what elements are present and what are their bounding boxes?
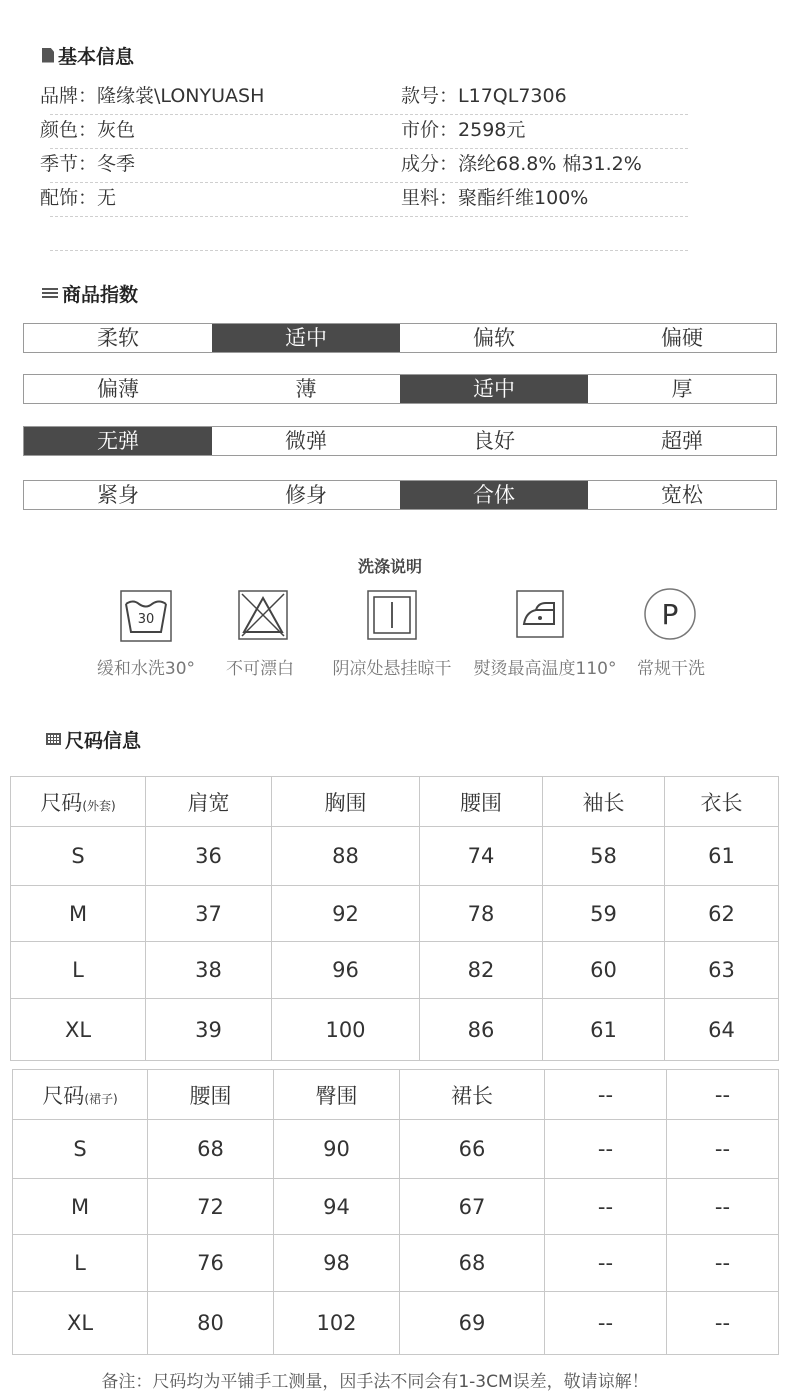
table-cell: -- [545, 1120, 667, 1179]
table-cell: 61 [665, 827, 779, 886]
table-cell: 63 [665, 942, 779, 999]
list-icon [42, 287, 58, 299]
index-row-fit [23, 480, 777, 510]
table-header-row [13, 1070, 779, 1120]
column-header: 衣长 [665, 777, 779, 827]
info-style-no: 款号：L17QL7306 [401, 85, 567, 107]
column-header: 腰围 [420, 777, 543, 827]
info-brand: 品牌：隆缘裳\LONYUASH [40, 85, 265, 107]
table-cell: -- [545, 1179, 667, 1235]
index-option: 修身 [285, 483, 327, 507]
column-header: 袖长 [543, 777, 665, 827]
table-cell: M [13, 1179, 148, 1235]
basic-info-title: 基本信息 [58, 45, 135, 68]
table-cell: 90 [274, 1120, 400, 1179]
index-option-selected: 合体 [400, 481, 588, 509]
table-cell: 68 [148, 1120, 274, 1179]
care-label: 缓和水洗30° [96, 659, 196, 679]
divider [50, 114, 688, 115]
table-cell: 92 [272, 886, 420, 942]
size-title: 尺码信息 [65, 729, 142, 752]
table-icon [46, 733, 61, 745]
divider [50, 250, 688, 251]
index-option: 宽松 [661, 483, 703, 507]
table-cell: 59 [543, 886, 665, 942]
table-cell: 78 [420, 886, 543, 942]
size-header [46, 727, 141, 751]
table-cell: XL [13, 1292, 148, 1355]
table-cell: -- [667, 1235, 779, 1292]
skirt-size-table [12, 1069, 779, 1355]
size-note: 备注：尺码均为平铺手工测量，因手法不同会有1-3CM误差，敬请谅解！ [101, 1372, 649, 1392]
divider [50, 182, 688, 183]
wash-30-icon [120, 590, 172, 642]
table-row [11, 827, 779, 886]
dry-clean-icon [643, 587, 697, 641]
table-row [13, 1120, 779, 1179]
care-label: 熨烫最高温度110° [473, 659, 617, 679]
divider [50, 148, 688, 149]
table-cell: 68 [400, 1235, 545, 1292]
table-cell: 96 [272, 942, 420, 999]
table-cell: 88 [272, 827, 420, 886]
table-cell: 67 [400, 1179, 545, 1235]
coat-size-table [10, 776, 779, 1061]
table-cell: 37 [146, 886, 272, 942]
wash-temp-text: 30 [137, 612, 155, 627]
table-cell: 86 [420, 999, 543, 1061]
info-accessory: 配饰：无 [40, 187, 117, 209]
table-cell: 38 [146, 942, 272, 999]
index-option: 良好 [473, 429, 515, 453]
table-cell: 36 [146, 827, 272, 886]
index-option-selected: 适中 [400, 375, 588, 403]
table-header-row [11, 777, 779, 827]
table-cell: -- [545, 1235, 667, 1292]
info-season: 季节：冬季 [40, 153, 136, 175]
table-cell: M [11, 886, 146, 942]
no-bleach-icon [238, 590, 288, 640]
care-label: 不可漂白 [226, 659, 294, 679]
table-row [13, 1235, 779, 1292]
table-cell: 74 [420, 827, 543, 886]
index-option-selected: 无弹 [24, 427, 212, 455]
table-cell: 58 [543, 827, 665, 886]
iron-icon [516, 590, 564, 638]
size-header-cell: 尺码(裙子) [13, 1070, 148, 1120]
column-header: 臀围 [274, 1070, 400, 1120]
table-cell: 39 [146, 999, 272, 1061]
line-dry-shade-icon [367, 590, 417, 640]
column-header: -- [667, 1070, 779, 1120]
care-title: 洗涤说明 [357, 557, 422, 576]
index-option: 偏软 [473, 326, 515, 350]
size-header-cell: 尺码(外套) [11, 777, 146, 827]
table-cell: 98 [274, 1235, 400, 1292]
table-cell: 64 [665, 999, 779, 1061]
info-lining: 里料：聚酯纤维100% [401, 187, 589, 209]
table-cell: 80 [148, 1292, 274, 1355]
table-cell: L [13, 1235, 148, 1292]
index-option: 紧身 [97, 483, 139, 507]
index-option: 微弹 [285, 429, 327, 453]
index-header [42, 281, 138, 305]
index-row-softness [23, 323, 777, 353]
index-option: 薄 [295, 377, 317, 401]
table-cell: -- [667, 1120, 779, 1179]
table-row [13, 1292, 779, 1355]
column-header: -- [545, 1070, 667, 1120]
index-option: 超弹 [661, 429, 703, 453]
table-row [11, 999, 779, 1061]
care-label: 阴凉处悬挂晾干 [332, 659, 452, 679]
care-label: 常规干洗 [637, 659, 705, 679]
info-composition: 成分：涤纶68.8% 棉31.2% [401, 153, 642, 175]
index-title: 商品指数 [62, 283, 139, 306]
table-cell: S [13, 1120, 148, 1179]
divider [50, 216, 688, 217]
column-header: 肩宽 [146, 777, 272, 827]
table-row [11, 886, 779, 942]
table-cell: S [11, 827, 146, 886]
table-cell: L [11, 942, 146, 999]
index-option: 偏薄 [97, 377, 139, 401]
table-cell: XL [11, 999, 146, 1061]
table-cell: -- [667, 1179, 779, 1235]
basic-info-header [42, 43, 134, 67]
table-cell: 69 [400, 1292, 545, 1355]
table-cell: 60 [543, 942, 665, 999]
table-row [13, 1179, 779, 1235]
table-cell: 100 [272, 999, 420, 1061]
table-cell: 76 [148, 1235, 274, 1292]
info-color: 颜色：灰色 [40, 119, 136, 141]
table-cell: -- [545, 1292, 667, 1355]
table-cell: 66 [400, 1120, 545, 1179]
table-cell: 94 [274, 1179, 400, 1235]
document-icon [42, 48, 54, 63]
index-row-thickness [23, 374, 777, 404]
table-cell: 61 [543, 999, 665, 1061]
column-header: 胸围 [272, 777, 420, 827]
index-option: 厚 [671, 377, 693, 401]
index-option-selected: 适中 [212, 324, 400, 352]
dry-clean-letter: P [661, 598, 679, 631]
info-price: 市价：2598元 [401, 119, 526, 141]
index-option: 柔软 [97, 326, 139, 350]
index-option: 偏硬 [661, 326, 703, 350]
table-row [11, 942, 779, 999]
column-header: 裙长 [400, 1070, 545, 1120]
table-cell: 82 [420, 942, 543, 999]
table-cell: -- [667, 1292, 779, 1355]
table-cell: 62 [665, 886, 779, 942]
column-header: 腰围 [148, 1070, 274, 1120]
table-cell: 102 [274, 1292, 400, 1355]
table-cell: 72 [148, 1179, 274, 1235]
index-row-elasticity [23, 426, 777, 456]
